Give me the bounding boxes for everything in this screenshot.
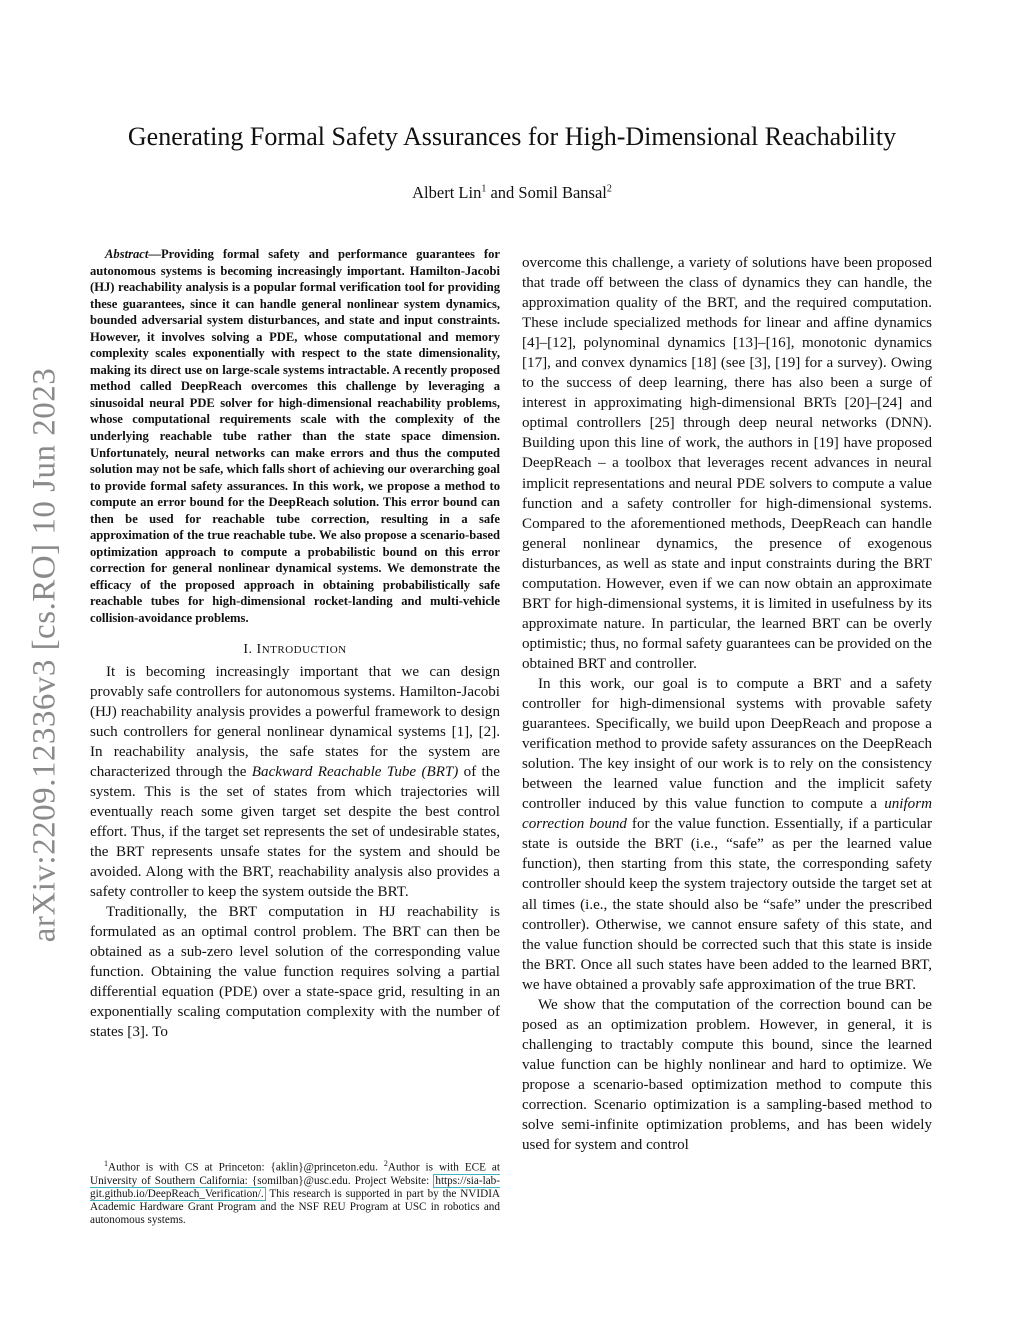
intro-p1-text-a: It is becoming increasingly important that we can design provably safe controllers for autonomous systems. Hamilton-Jacobi (HJ) reachability analysis provides a powerful framework to design such controllers for general nonlinear dynamical systems [1], [2]. In reachability analysis, the safe states for the system are characterized through the <box>90 663 500 780</box>
right-paragraph-2 <box>522 674 932 995</box>
author-2-affiliation-mark: 2 <box>606 183 612 195</box>
intro-paragraph-2: Traditionally, the BRT computation in HJ reachability is formulated as an optimal control problem. The BRT can then be obtained as a sub-zero level solution of the corresponding value function. Obtaining the value function requires solving a partial differential equation (PDE) over a state-space grid, resulting in an exponentially scaling computation complexity with the number of states [3]. To <box>90 904 500 1041</box>
right-paragraph-1: overcome this challenge, a variety of solutions have been proposed that trade off between the class of dynamics they can handle, the approximation quality of the BRT, and the required computation. These include specialized methods for linear and affine dynamics [4]–[12], polynominal dynamics [13]–[16], monotonic dynamics [17], and convex dynamics [18] (see [3], [19] for a survey). Owing to the success of deep learning, there has also been a surge of interest in approximating high-dimensional BRTs [20]–[24] and optimal controllers [25] through deep neural networks (DNN). Building upon this line of work, the authors in [19] have proposed DeepReach – a toolbox that leverages recent advances in neural implicit representations and neural PDE solvers to compute a value function and a safety controller for high-dimensional systems. Compared to the aforementioned methods, DeepReach can handle general nonlinear dynamics, the presence of exogenous disturbances, as well as state and input constraints during the BRT computation. However, even if we can now obtain an approximate BRT for high-dimensional systems, it is limited in usefulness by its approximate nature. In particular, the learned BRT can be overly optimistic; thus, no formal safety guarantees can be provided on the obtained BRT and controller. <box>522 255 932 672</box>
footnote-text-1: Author is with CS at Princeton: {aklin}@princeton.edu. <box>108 1161 384 1174</box>
intro-paragraph-1 <box>90 662 500 903</box>
paper-title: Generating Formal Safety Assurances for High-Dimensional Reachability <box>127 122 897 151</box>
abstract-text: Providing formal safety and performance guarantees for autonomous systems is becoming increasingly important. Hamilton-Jacobi (HJ) reachability analysis is a popular formal verification tool for providing these guarantees, since it can handle general nonlinear system dynamics, bounded adversarial system disturbances, and state and input constraints. However, it involves solving a PDE, whose computational and memory complexity scales exponentially with respect to the state dimensionality, making its direct use on large-scale systems intractable. A recently proposed method called DeepReach overcomes this challenge by leveraging a sinusoidal neural PDE solver for high-dimensional reachability problems, whose computational requirements scale with the complexity of the underlying reachable tube rather than the state space dimension. Unfortunately, neural networks can make errors and thus the computed solution may not be safe, which falls short of achieving our overarching goal to provide formal safety assurances. In this work, we propose a method to compute an error bound for the DeepReach solution. This error bound can then be used for reachable tube correction, resulting in a safe approximation of the true reachable tube. We also propose a scenario-based optimization approach to compute a probabilistic bound on this error correction for general nonlinear dynamical systems. We demonstrate the efficacy of the proposed approach in obtaining probabilistically safe reachable tubes for high-dimensional rocket-landing and multi-vehicle collision-avoidance problems. <box>90 247 500 626</box>
arxiv-id-text: arXiv:2209.12336v3 [cs.RO] 10 Jun 2023 <box>26 367 63 943</box>
author-2-name: Somil Bansal <box>518 183 607 202</box>
left-column <box>90 246 500 1042</box>
abstract-label: Abstract <box>105 247 149 261</box>
footnote <box>90 1157 500 1227</box>
arxiv-sidebar-stamp <box>26 355 63 955</box>
intro-p1-emphasis: Backward Reachable Tube (BRT) <box>251 763 459 780</box>
footnote-text-3: This research is supported in part by the NVIDIA Academic Hardware Grant Program and the NSF REU Program at USC in robotics and autonomous systems. <box>90 1187 500 1226</box>
right-paragraph-3: We show that the computation of the correction bound can be posed as an optimization problem. However, in general, it is challenging to tractably compute this bound, since the learned value function can be highly nonlinear and hard to optimize. We propose a scenario-based optimization method to compute this correction. Scenario optimization is a sampling-based method to solve semi-infinite optimization problems, and has been widely used for system and control <box>522 996 932 1154</box>
section-title-rest: NTRODUCTION <box>261 643 347 656</box>
abstract-dash: — <box>148 247 161 261</box>
author-separator: and <box>486 183 519 202</box>
right-column <box>522 253 932 1155</box>
right-p2-text-a: In this work, our goal is to compute a BRT and a safety controller for high-dimensional systems with provable safety guarantees. Specifically, we build upon DeepReach and propose a verification method to provide safety assurances on the DeepReach solution. The key insight of our work is to rely on the consistency between the learned value function and the implicit safety controller induced by this value function to compute a <box>522 675 932 813</box>
author-1-name: Albert Lin <box>412 183 482 202</box>
right-p2-emphasis: uniform correction bound <box>522 796 932 833</box>
footnote-text-2: Author is with ECE at University of Southern California: {somilban}@usc.edu. Project Website: <box>90 1161 500 1187</box>
intro-p1-text-b: of the system. This is the set of states from which trajectories will eventually reach some given target set despite the best control effort. Thus, if the target set represents the set of undesirable states, the BRT represents unsafe states for the system and should be avoided. Along with the BRT, reachability analysis also provides a safety controller to keep the system outside the BRT. <box>90 763 500 901</box>
author-1-affiliation-mark: 1 <box>481 183 487 195</box>
footnote-mark-1: 1 <box>104 1159 108 1168</box>
section-title-initial: I <box>256 641 262 657</box>
section-number: I. <box>243 641 257 657</box>
author-line <box>0 183 1024 203</box>
right-p2-text-b: for the value function. Essentially, if a particular state is outside the BRT (i.e., “safe” as per the learned value function), then starting from this state, the corresponding safety controller should keep the system trajectory outside the target set at all times (i.e., the state should also be “safe” under the prescribed controller). Otherwise, we cannot ensure safety of this state, and the value function should be corrected such that this state is inside the BRT. Once all such states have been added to the learned BRT, we have obtained a provably safe approximation of the true BRT. <box>522 816 932 993</box>
section-heading-introduction <box>90 642 500 658</box>
footnote-mark-2: 2 <box>383 1159 388 1168</box>
project-website-link[interactable]: https://sia-lab-git.github.io/DeepReach_Verification/. <box>90 1174 500 1200</box>
abstract <box>90 246 500 627</box>
